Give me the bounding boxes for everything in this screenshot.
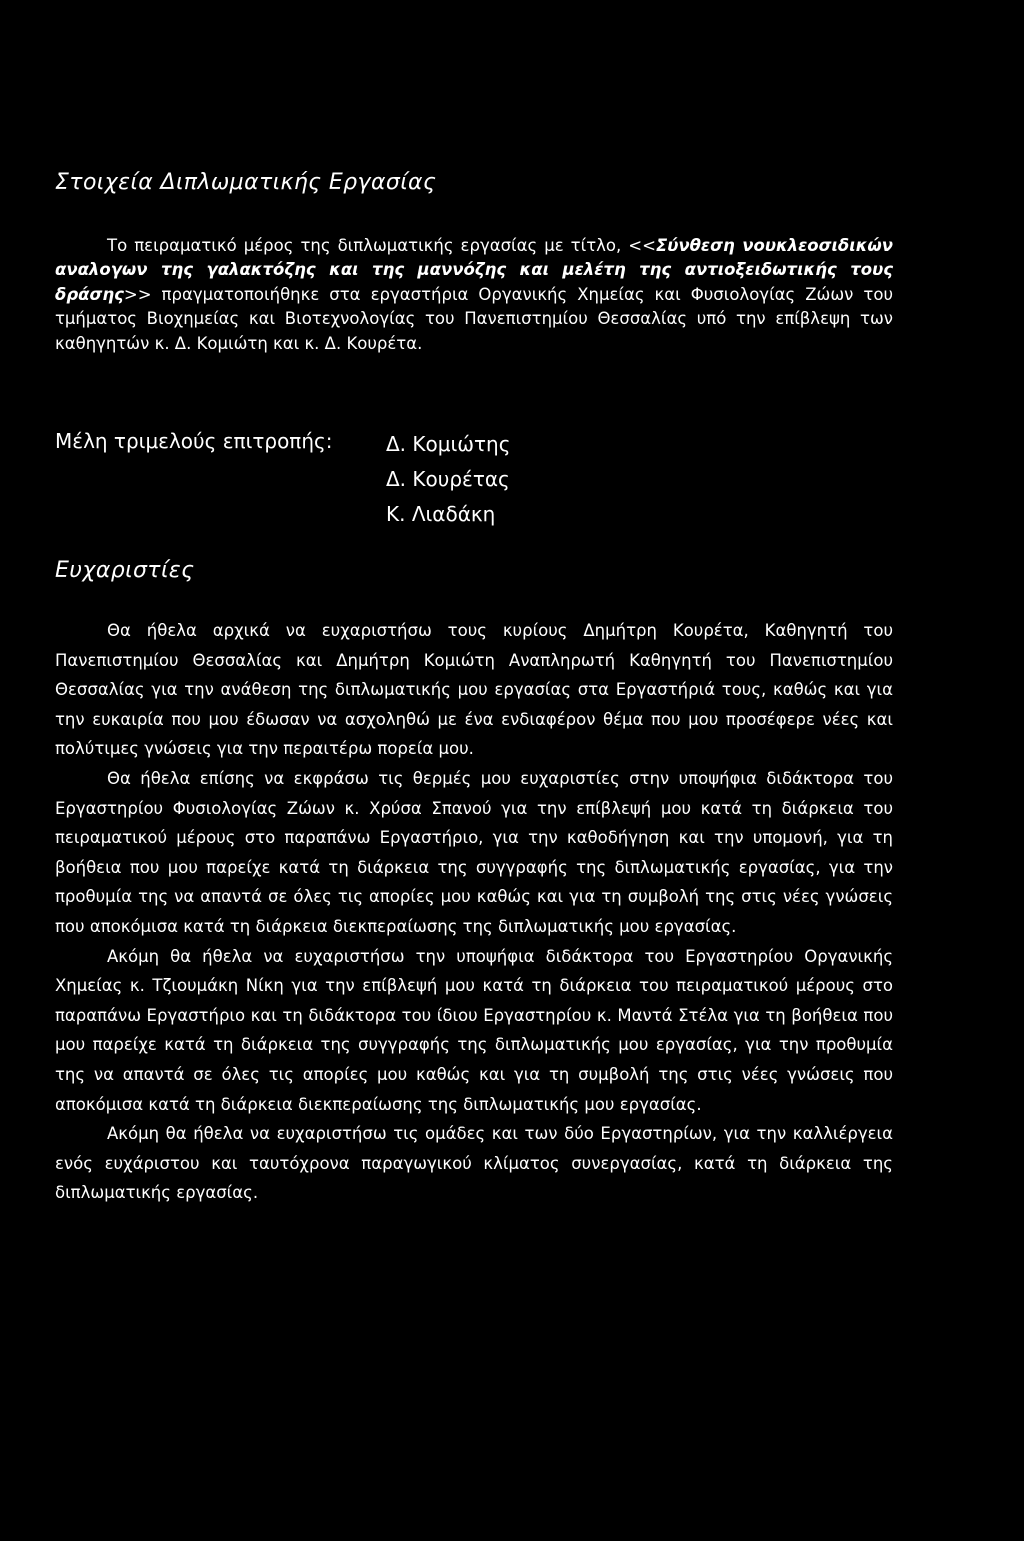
committee-label: Μέλη τριμελούς επιτροπής: [55, 429, 333, 453]
ack-paragraph: Ακόμη θα ήθελα να ευχαριστήσω την υποψήφια διδάκτορα του Εργαστηρίου Οργανικής Χημείας κ. Τζιουμάκη Νίκη για την επίβλεψή μου κατά τη διάρκεια του πειραματικού μέρους στο παραπάνω Εργαστήριο και τη διδάκτορα του ίδιου Εργαστηρίου κ. Μαντά Στέλα για τη βοήθεια που μου παρείχε κατά τη διάρκεια της συγγραφής της διπλωματικής μου εργασίας, για την προθυμία της να απαντά σε όλες τις απορίες μου καθώς και για τη συμβολή της στις νέες γνώσεις που αποκόμισα κατά τη διάρκεια διεκπεραίωσης της διπλωματικής μου εργασίας. [55, 946, 893, 1114]
thesis-intro-paragraph [55, 234, 893, 356]
acknowledgements-body [55, 616, 893, 1208]
acknowledgements-heading: Ευχαριστίες [55, 558, 195, 583]
intro-prefix: Το πειραματικό μέρος της διπλωματικής εργασίας με τίτλο, << [107, 236, 656, 255]
ack-paragraph: Ακόμη θα ήθελα να ευχαριστήσω τις ομάδες και των δύο Εργαστηρίων, για την καλλιέργεια ενός ευχάριστου και ταυτόχρονα παραγωγικού κλίματος συνεργασίας, κατά τη διάρκεια της διπλωματικής εργασίας. [55, 1124, 893, 1203]
intro-suffix: >> πραγματοποιήθηκε στα εργαστήρια Οργανικής Χημείας και Φυσιολογίας Ζώων του τμήματος Βιοχημείας και Βιοτεχνολογίας του Πανεπιστημίου Θεσσαλίας υπό την επίβλεψη των καθηγητών κ. Δ. Κομιώτη και κ. Δ. Κουρέτα. [55, 284, 893, 353]
ack-paragraph: Θα ήθελα αρχικά να ευχαριστήσω τους κυρίους Δημήτρη Κουρέτα, Καθηγητή του Πανεπιστημίου Θεσσαλίας και Δημήτρη Κομιώτη Αναπληρωτή Καθηγητή του Πανεπιστημίου Θεσσαλίας για την ανάθεση της διπλωματικής μου εργασίας στα Εργαστήριά τους, καθώς και για την ευκαιρία που μου έδωσαν να ασχοληθώ με ένα ενδιαφέρον θέμα που μου προσέφερε νέες και πολύτιμες γνώσεις για την περαιτέρω πορεία μου. [55, 621, 893, 759]
thesis-info-heading: Στοιχεία Διπλωματικής Εργασίας [55, 170, 437, 195]
committee-member: Δ. Κουρέτας [386, 467, 510, 491]
thesis-title: Σύνθεση νουκλεοσιδικών αναλογων της γαλακτόζης και της μαννόζης και μελέτη της αντιοξειδωτικής τους δράσης [55, 236, 893, 304]
ack-paragraph: Θα ήθελα επίσης να εκφράσω τις θερμές μου ευχαριστίες στην υποψήφια διδάκτορα του Εργαστηρίου Φυσιολογίας Ζώων κ. Χρύσα Σπανού για την επίβλεψή μου κατά τη διάρκεια του πειραματικού μέρους στο παραπάνω Εργαστήριο, για την καθοδήγηση και την υπομονή, για τη βοήθεια που μου παρείχε κατά τη διάρκεια της συγγραφής της διπλωματικής εργασίας, για την προθυμία της να απαντά σε όλες τις απορίες μου καθώς και για τη συμβολή της στις νέες γνώσεις που αποκόμισα κατά τη διάρκεια διεκπεραίωσης της διπλωματικής μου εργασίας. [55, 768, 893, 936]
committee-members [386, 427, 510, 532]
committee-member: Κ. Λιαδάκη [386, 502, 496, 526]
committee-member: Δ. Κομιώτης [386, 432, 511, 456]
